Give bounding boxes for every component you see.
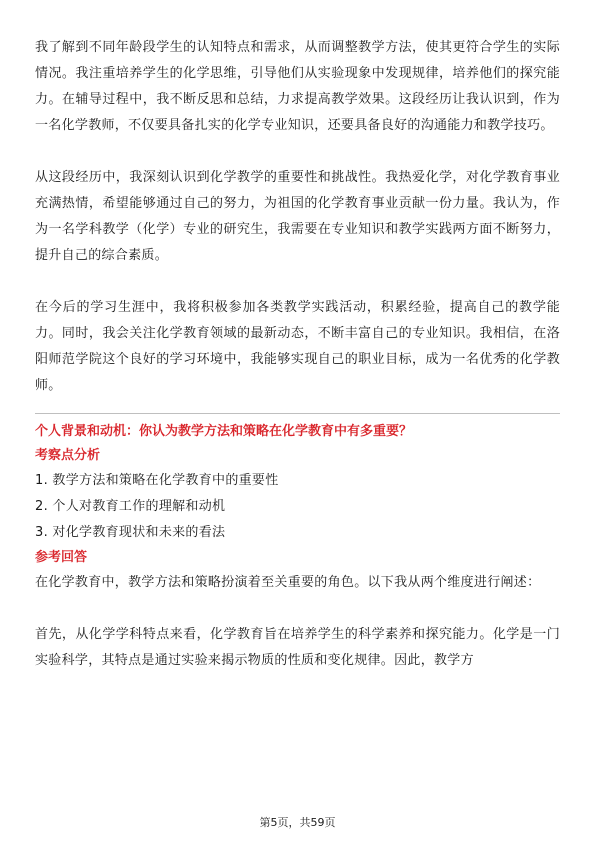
paragraph-gap: [35, 596, 560, 622]
list-item: 1. 教学方法和策略在化学教育中的重要性: [35, 473, 279, 488]
body-paragraph: 我了解到不同年龄段学生的认知特点和需求，从而调整教学方法，使其更符合学生的实际情况。我注重培养学生的化学思维，引导他们从实验现象中发现规律，培养他们的探究能力。在辅导过程中，我不断反思和总结，力求提高教学效果。这段经历让我认识到，作为一名化学教师，不仅要具备扎实的化学专业知识，还要具备良好的沟通能力和教学技巧。: [35, 40, 560, 133]
paragraph-gap: [35, 139, 560, 165]
answer-paragraph: 在化学教育中，教学方法和策略扮演着至关重要的角色。以下我从两个维度进行阐述：: [35, 575, 541, 590]
page-content: [35, 35, 560, 674]
list-item: 3. 对化学教育现状和未来的看法: [35, 525, 226, 540]
answer-paragraph: 首先，从化学学科特点来看，化学教育旨在培养学生的科学素养和探究能力。化学是一门实验科学，其特点是通过实验来揭示物质的性质和变化规律。因此，教学方: [35, 627, 560, 668]
body-paragraph: 从这段经历中，我深刻认识到化学教学的重要性和挑战性。我热爱化学，对化学教育事业充满热情，希望能够通过自己的努力，为祖国的化学教育事业贡献一份力量。我认为，作为一名学科教学（化学）专业的研究生，我需要在专业知识和教学实践两方面不断努力，提升自己的综合素质。: [35, 170, 560, 263]
answer-title: 参考回答: [35, 550, 88, 565]
list-item: 2. 个人对教育工作的理解和动机: [35, 499, 226, 514]
body-paragraph: 在今后的学习生涯中，我将积极参加各类教学实践活动，积累经验，提高自己的教学能力。同时，我会关注化学教育领域的最新动态，不断丰富自己的专业知识。我相信，在洛阳师范学院这个良好的学习环境中，我能够实现自己的职业目标，成为一名优秀的化学教师。: [35, 300, 560, 393]
section-divider: [35, 413, 560, 414]
question-heading: 个人背景和动机：你认为教学方法和策略在化学教育中有多重要？: [35, 424, 413, 439]
paragraph-gap: [35, 269, 560, 295]
page-number-footer: 第5页，共59页: [259, 816, 336, 829]
analysis-title: 考察点分析: [35, 448, 101, 463]
analysis-points: [35, 468, 560, 546]
